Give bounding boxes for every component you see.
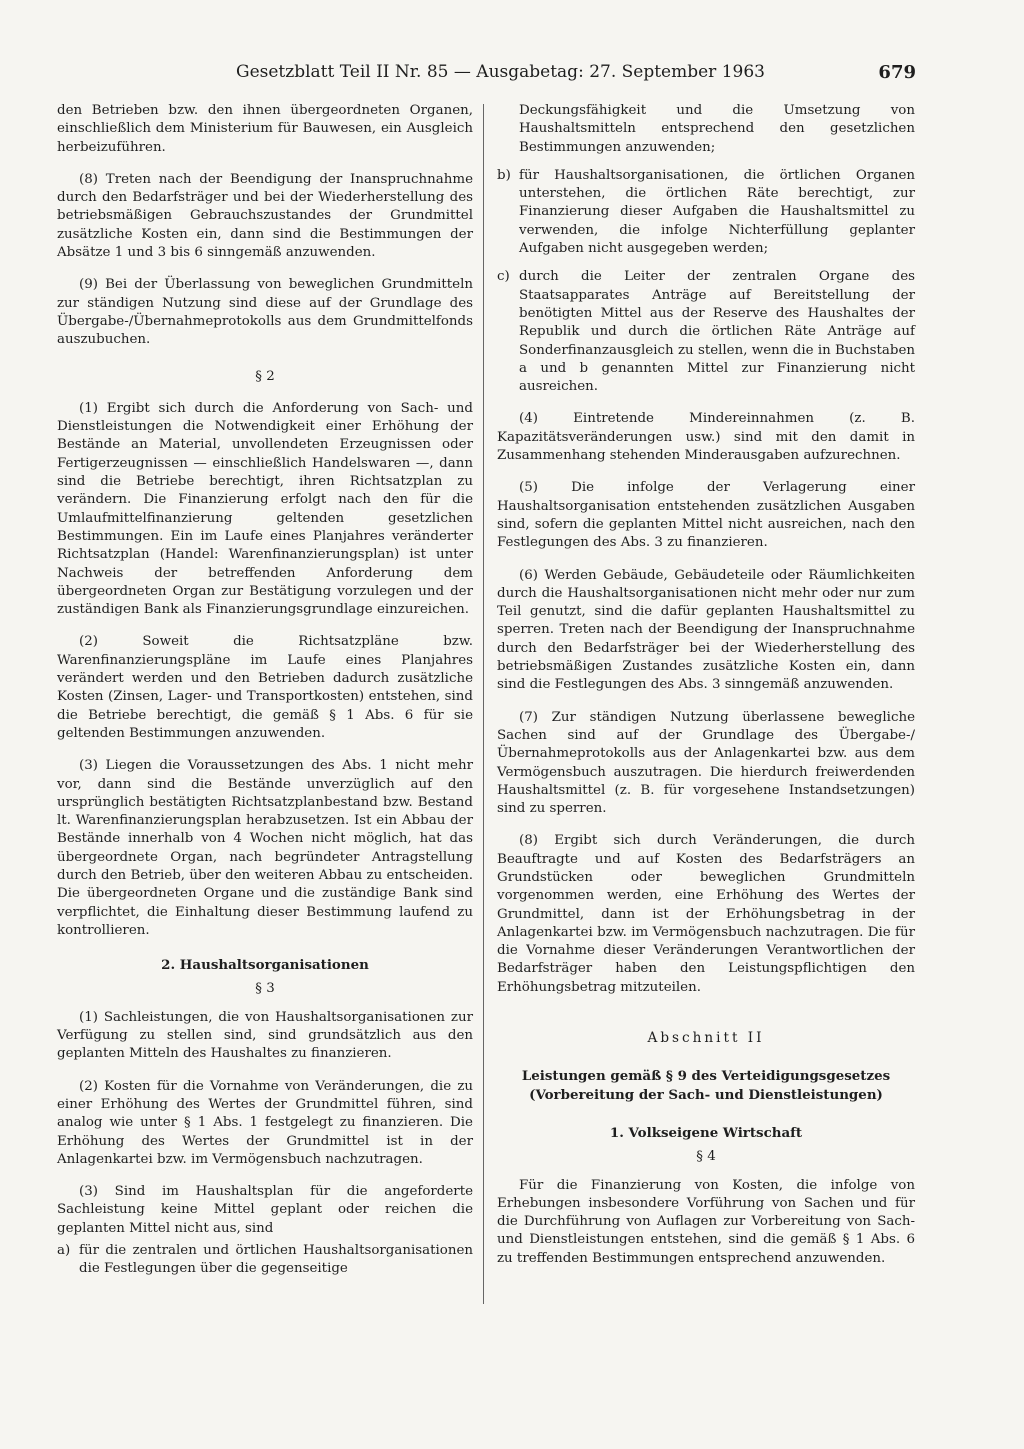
paragraph: (2) Soweit die Richtsatzpläne bzw. Warenfinanzierungspläne im Laufe eines Planjahres verändert werden und den Betrieben dadurch zusätzliche Kosten (Zinsen, Lager- und Transportkosten) entstehen, sind die Betriebe berechtigt, die gemäß § 1 Abs. 6 für sie geltenden Bestimmungen anzuwenden. — [57, 634, 473, 741]
list-item — [497, 167, 915, 258]
paragraph: (4) Eintretende Mindereinnahmen (z. B. Kapazitätsveränderungen usw.) sind mit den damit in Zusammenhang stehenden Minderausgaben aufzurechnen. — [497, 411, 915, 464]
paragraph: (7) Zur ständigen Nutzung überlassene bewegliche Sachen sind auf der Grundlage des Übergabe-/Übernahmeprotokolls aus der Anlagenkartei bzw. aus dem Vermögensbuch auszutragen. Die hierdurch freiwerdenden Haushaltsmittel (z. B. für vorgesehene Instandsetzungen) sind zu sperren. — [497, 709, 915, 817]
part-subtitle: (Vorbereitung der Sach- und Dienstleistungen) — [529, 1086, 883, 1103]
paragraph: (1) Sachleistungen, die von Haushaltsorganisationen zur Verfügung zu stellen sind, sind grundsätzlich aus den geplanten Mitteln des Haushaltes zu finanzieren. — [57, 1009, 473, 1062]
paragraph: den Betrieben bzw. den ihnen übergeordneten Organen, einschließlich dem Ministerium für Bauwesen, ein Ausgleich herbeizuführen. — [57, 103, 473, 155]
paragraph: (2) Kosten für die Vornahme von Veränderungen, die zu einer Erhöhung des Wertes der Grundmittel führen, sind analog wie unter § 1 Abs. 1 festgelegt zu finanzieren. Die Erhöhung des Wertes der Grundmittel ist in der Anlagenkartei bzw. im Vermögensbuch nachzutragen. — [57, 1078, 473, 1167]
paragraph: (5) Die infolge der Verlagerung einer Haushaltsorganisation entstehenden zusätzlichen Ausgaben sind, sofern die geplanten Mittel nicht ausreichen, nach den Festlegungen des Abs. 3 zu finanzieren. — [497, 480, 915, 551]
page-header — [56, 62, 916, 88]
right-column — [497, 102, 915, 1282]
paragraph: (1) Ergibt sich durch die Anforderung von Sach- und Dienstleistungen die Notwendigkeit einer Erhöhung der Bestände an Material, unvollendeten Erzeugnissen oder Fertigerzeugnissen — einschließlich Handelswaren —, dann sind die Betriebe berechtigt, ihren Richtsatzplan zu verändern. Die Finanzierung erfolgt nach den für die Umlaufmittelfinanzierung geltenden gesetzlichen Bestimmungen. Ein im Laufe eines Planjahres veränderter Richtsatzplan (Handel: Warenfinanzierungsplan) ist unter Nachweis der betreffenden Anforderung dem übergeordneten Organ zur Bestätigung vorzulegen und der zuständigen Bank als Finanzierungsgrundlage einzureichen. — [57, 400, 473, 618]
list-item — [57, 1242, 473, 1279]
list-item — [497, 268, 915, 396]
paragraph: Für die Finanzierung von Kosten, die infolge von Erhebungen insbesondere Vorführung von Sachen und für die Durchführung von Auflagen zur Vorbereitung von Sach- und Dienstleistungen entstehen, sind die gemäß § 1 Abs. 6 zu treffenden Bestimmungen entsprechend anzuwenden. — [497, 1177, 915, 1266]
section-heading: § 3 — [255, 981, 275, 997]
section-heading: § 4 — [696, 1149, 716, 1165]
list-text: durch die Leiter der zentralen Organe des Staatsapparates Anträge auf Bereitstellung der benötigten Mittel aus der Reserve des Haushaltes der Republik und durch die örtlichen Räte Anträge auf Sonderfinanzausgleich zu stellen, wenn die in Buchstaben a und b genannten Mittel zur Finanzierung nicht ausreichen. — [519, 269, 915, 395]
list-text: Deckungsfähigkeit und die Umsetzung von Haushaltsmitteln entsprechend den gesetzlichen Bestimmungen anzuwenden; — [519, 103, 915, 155]
list-text: für die zentralen und örtlichen Haushaltsorganisationen die Festlegungen über die gegenseitige — [79, 1243, 473, 1277]
part-heading: Abschnitt II — [647, 1030, 765, 1047]
part-title: Leistungen gemäß § 9 des Verteidigungsgesetzes — [521, 1068, 891, 1085]
paragraph: (9) Bei der Überlassung von beweglichen Grundmitteln zur ständigen Nutzung sind diese auf der Grundlage des Übergabe-/Übernahmeprotokolls aus dem Grundmittelfonds auszubuchen. — [57, 277, 473, 348]
paragraph: (3) Liegen die Voraussetzungen des Abs. 1 nicht mehr vor, dann sind die Bestände unverzüglich auf den ursprünglich bestätigten Richtsatzplanbestand bzw. Bestand lt. Warenfinanzierungsplan herabzusetzen. Ist ein Abbau der Bestände innerhalb von 4 Wochen nicht möglich, hat das übergeordnete Organ, nach begründeter Antragstellung durch den Betrieb, über den weiteren Abbau zu entscheiden. Die übergeordneten Organe und die zuständige Bank sind verpflichtet, die Einhaltung dieser Bestimmung laufend zu kontrollieren. — [57, 758, 473, 938]
subsection-heading: 1. Volkseigene Wirtschaft — [609, 1124, 803, 1141]
list-item — [497, 102, 915, 157]
subsection-heading: 2. Haushaltsorganisationen — [161, 957, 369, 974]
paragraph: (6) Werden Gebäude, Gebäudeteile oder Räumlichkeiten durch die Haushaltsorganisationen nicht mehr oder nur zum Teil genutzt, sind die dafür geplanten Haushaltsmittel zu sperren. Treten nach der Beendigung der Inanspruchnahme durch den Bedarfsträger bei der Wiederherstellung des betriebsmäßigen Zustandes zusätzliche Kosten ein, dann sind die Festlegungen des Abs. 3 sinngemäß anzuwenden. — [497, 567, 915, 693]
column-divider — [483, 104, 484, 1304]
page-number: 679 — [878, 62, 916, 83]
header-title: Gesetzblatt Teil II Nr. 85 — Ausgabetag: 27. September 1963 — [236, 62, 765, 82]
list-label: b) — [497, 167, 511, 183]
list-label: a) — [57, 1243, 71, 1259]
list-text: für Haushaltsorganisationen, die örtlichen Organen unterstehen, die örtlichen Räte berechtigt, zur Finanzierung dieser Aufgaben die Haushaltsmittel zu verwenden, die infolge Nichterfüllung geplanter Aufgaben nicht ausgegeben werden; — [519, 167, 915, 257]
paragraph: (8) Ergibt sich durch Veränderungen, die durch Beauftragte und auf Kosten des Bedarfsträgers an Grundstücken oder beweglichen Grundmitteln vorgenommen werden, eine Erhöhung des Wertes der Grundmittel, dann ist der Erhöhungsbetrag in der Anlagenkartei bzw. im Vermögensbuch nachzutragen. Die für die Vornahme dieser Veränderungen Verantwortlichen der Bedarfsträger haben den Leistungspflichtigen den Erhöhungsbetrag mitzuteilen. — [497, 833, 915, 995]
paragraph: (3) Sind im Haushaltsplan für die angeforderte Sachleistung keine Mittel geplant oder reichen die geplanten Mittel nicht aus, sind — [57, 1184, 473, 1236]
left-column — [57, 102, 473, 1289]
section-heading: § 2 — [255, 368, 275, 384]
list-label: c) — [497, 269, 510, 285]
paragraph: (8) Treten nach der Beendigung der Inanspruchnahme durch den Bedarfsträger und bei der Wiederherstellung des betriebsmäßigen Gebrauchszustandes der Grundmittel zusätzliche Kosten ein, dann sind die Bestimmungen der Absätze 1 und 3 bis 6 sinngemäß anzuwenden. — [57, 171, 473, 261]
